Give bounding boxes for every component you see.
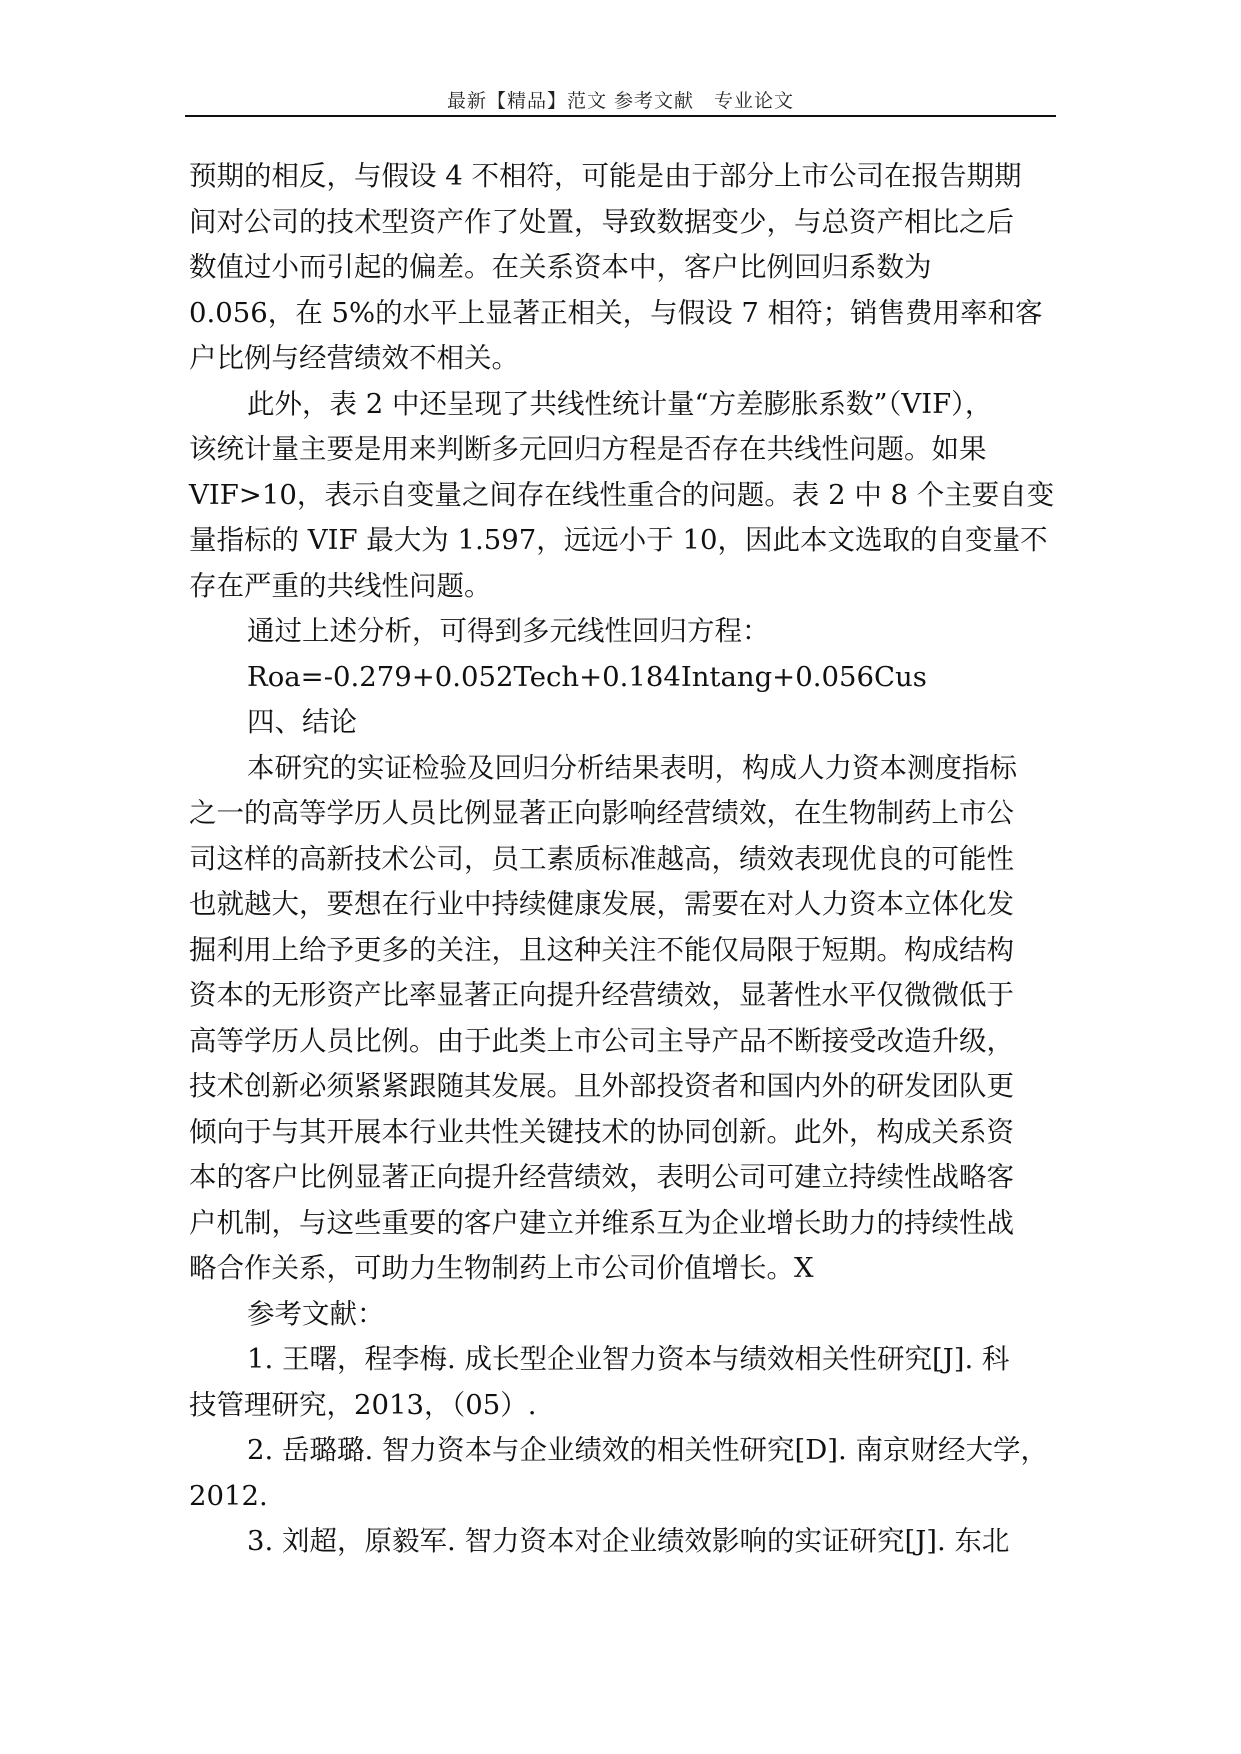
- regression-equation: Roa=-0.279+0.052Tech+0.184Intang+0.056Cus: [247, 660, 927, 693]
- paragraph-start-line: 通过上述分析，可得到多元线性回归方程：: [247, 615, 770, 647]
- references-heading: 参考文献：: [247, 1297, 385, 1330]
- text-line: 技术创新必须紧紧跟随其发展。且外部投资者和国内外的研发团队更: [189, 1070, 1014, 1102]
- text-line: 倾向于与其开展本行业共性关键技术的协同创新。此外，构成关系资: [189, 1115, 1014, 1148]
- text-line: 本的客户比例显著正向提升经营绩效，表明公司可建立持续性战略客: [189, 1161, 1014, 1193]
- text-line: 0.056，在 5%的水平上显著正相关，与假设 7 相符；销售费用率和客: [189, 296, 1043, 329]
- header-rule: [185, 115, 1056, 117]
- section-heading-conclusion: 四、结论: [247, 706, 357, 738]
- text-line: 高等学历人员比例。由于此类上市公司主导产品不断接受改造升级，: [189, 1024, 1014, 1057]
- text-line: 存在严重的共线性问题。: [189, 569, 492, 602]
- text-line: 户比例与经营绩效不相关。: [189, 342, 519, 374]
- text-line: 数值过小而引起的偏差。在关系资本中，客户比例回归系数为: [189, 251, 932, 283]
- text-line: 也就越大，要想在行业中持续健康发展，需要在对人力资本立体化发: [189, 888, 1014, 920]
- page-header: 最新【精品】范文 参考文献 专业论文: [446, 90, 795, 112]
- reference-item: 2. 岳璐璐. 智力资本与企业绩效的相关性研究[D]. 南京财经大学，: [247, 1434, 1048, 1466]
- reference-continuation: 技管理研究，2013，（05）.: [189, 1388, 537, 1421]
- document-body: [189, 154, 1069, 1565]
- reference-item: 1. 王曙，程李梅. 成长型企业智力资本与绩效相关性研究[J]. 科: [247, 1343, 1010, 1375]
- text-line: 略合作关系，可助力生物制药上市公司价值增长。X: [189, 1252, 814, 1284]
- text-line: 该统计量主要是用来判断多元回归方程是否存在共线性问题。如果: [189, 433, 987, 465]
- text-line: 资本的无形资产比率显著正向提升经营绩效，显著性水平仅微微低于: [189, 979, 1014, 1011]
- text-line: 之一的高等学历人员比例显著正向影响经营绩效，在生物制药上市公: [189, 797, 1014, 829]
- text-line: 司这样的高新技术公司，员工素质标准越高，绩效表现优良的可能性: [189, 842, 1014, 875]
- reference-continuation: 2012.: [189, 1479, 268, 1512]
- text-line: 量指标的 VIF 最大为 1.597，远远小于 10，因此本文选取的自变量不: [189, 524, 1048, 556]
- text-line: 掘利用上给予更多的关注，且这种关注不能仅局限于短期。构成结构: [189, 933, 1014, 966]
- reference-item: 3. 刘超，原毅军. 智力资本对企业绩效影响的实证研究[J]. 东北: [247, 1525, 1010, 1557]
- text-line: 预期的相反，与假设 4 不相符，可能是由于部分上市公司在报告期期: [189, 160, 1022, 192]
- text-line: VIF>10，表示自变量之间存在线性重合的问题。表 2 中 8 个主要自变: [189, 478, 1055, 511]
- text-line: 户机制，与这些重要的客户建立并维系互为企业增长助力的持续性战: [189, 1206, 1014, 1239]
- paragraph-start-line: 此外，表 2 中还呈现了共线性统计量“方差膨胀系数”（VIF），: [247, 387, 993, 420]
- paragraph-start-line: 本研究的实证检验及回归分析结果表明，构成人力资本测度指标: [247, 751, 1017, 784]
- text-line: 间对公司的技术型资产作了处置，导致数据变少，与总资产相比之后: [189, 205, 1014, 238]
